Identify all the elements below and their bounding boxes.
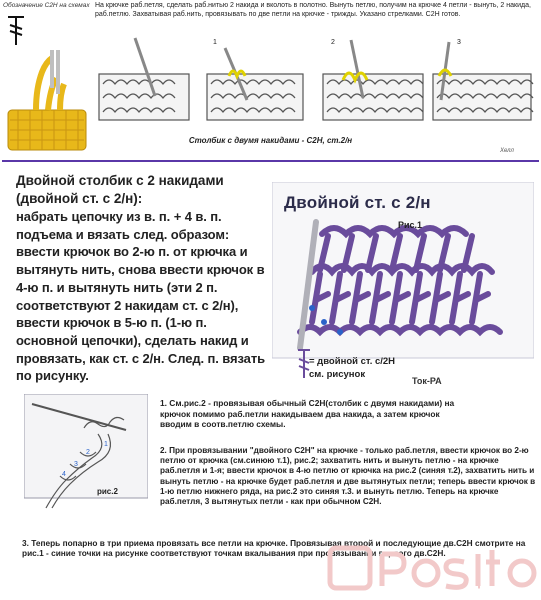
note-3-text: 3. Теперь попарно в три приема провязать все петли на крючке. Провязывая второй и последующие дв.С2Н смотрите на рис.1 - синие точки на рисунке соответствуют точкам вкалывания при провязывании первого дв.С2Н. [22,538,526,559]
top-credit: Хелл [500,148,514,154]
legend-see-figure-text: см. рисунок [309,369,366,380]
note-2-text: 2. При провязывании "двойного С2Н" на крючке - только раб.петля, ввести крючок во 2-ю петлю от крючка (см.синюю т.1), рис.2; захватить нить и вынуть петлю - на крючке раб.петля и 1-я; ввести крючок в 4-ю петлю от крючка на рис.2 (синяя т.2), захватить нить и вынуть петлю - на крючке будет раб.петля и две вытянутых петли; теперь ввести крючок в 1-ю петлю нижнего ряда, на рис.2 это синяя т.3. и вынуть петлю. Теперь на крючке раб.петля, 3 вытянутых петли - как при обычном С2Н. [160,446,536,507]
section-divider [2,160,539,162]
figure-2-illustration [24,394,148,524]
symbol-caption: Обозначение С2Н на схемах [3,2,90,9]
main-instructions: набрать цепочку из в. п. + 4 в. п. подъема и вязать след. образом: ввести крючок во 2-ю п. от крючка и вытянуть нить, снова ввести крючок в 4-ю п. и вытянуть нить (эти 2 п. соответствуют 2 накидам ст. с 2/н), ввести крючок в 5-ю п. (1-ю п. основной цепочки), сделать накид и провязать, как ст. с 2/н. След. п. вязать по рисунку. [16,209,265,384]
c2n-symbol-icon [6,14,26,46]
figure-1-label: Рис.1 [398,220,423,230]
figure-2-point-number: 3 [74,461,78,468]
steps-caption: Столбик с двумя накидами - С2Н, ст.2/н [188,136,353,145]
figure-2-point-number: 2 [86,449,90,456]
top-instructions: На крючке раб.петля, сделать раб.нитью 2 накида и вколоть в полотно. Вынуть петлю, получим на крючке 4 петли - вынуть, 2 накида, раб.петлю. Захватывая раб.нить, провязывать по две петли на крючке - трижды. Указано стрелками. С2Н готов. [95,2,531,18]
figure-2-point-number: 1 [104,441,108,448]
figure-2-label: рис.2 [97,487,118,496]
step-panel [433,42,533,120]
figure-2-point-number: 4 [62,471,66,478]
step-number: 2 [331,39,335,46]
step-panel [207,48,303,120]
crochet-steps-illustration [95,36,535,136]
step-panel [323,40,423,120]
figure-1-title: Двойной ст. с 2/н [284,193,431,212]
step-number: 1 [213,39,217,46]
page-title: Двойной столбик с 2 накидами (двойной ст. с 2/н): [16,173,224,206]
top-strip [0,0,541,158]
note-1-text: 1. См.рис.2 - провязывая обычный С2Н(столбик с двумя накидами) на крючок помимо раб.петли накидываем два накида, а затем крючок вводим в соотв.петлю схемы. [160,398,455,429]
legend-symbol-text: = двойной ст. с/2Н [309,356,396,367]
watermark-logo-image [326,540,541,594]
step-panel [99,38,189,120]
figure-1-credit: Ток-РА [412,376,442,386]
step-number: 3 [457,39,461,46]
